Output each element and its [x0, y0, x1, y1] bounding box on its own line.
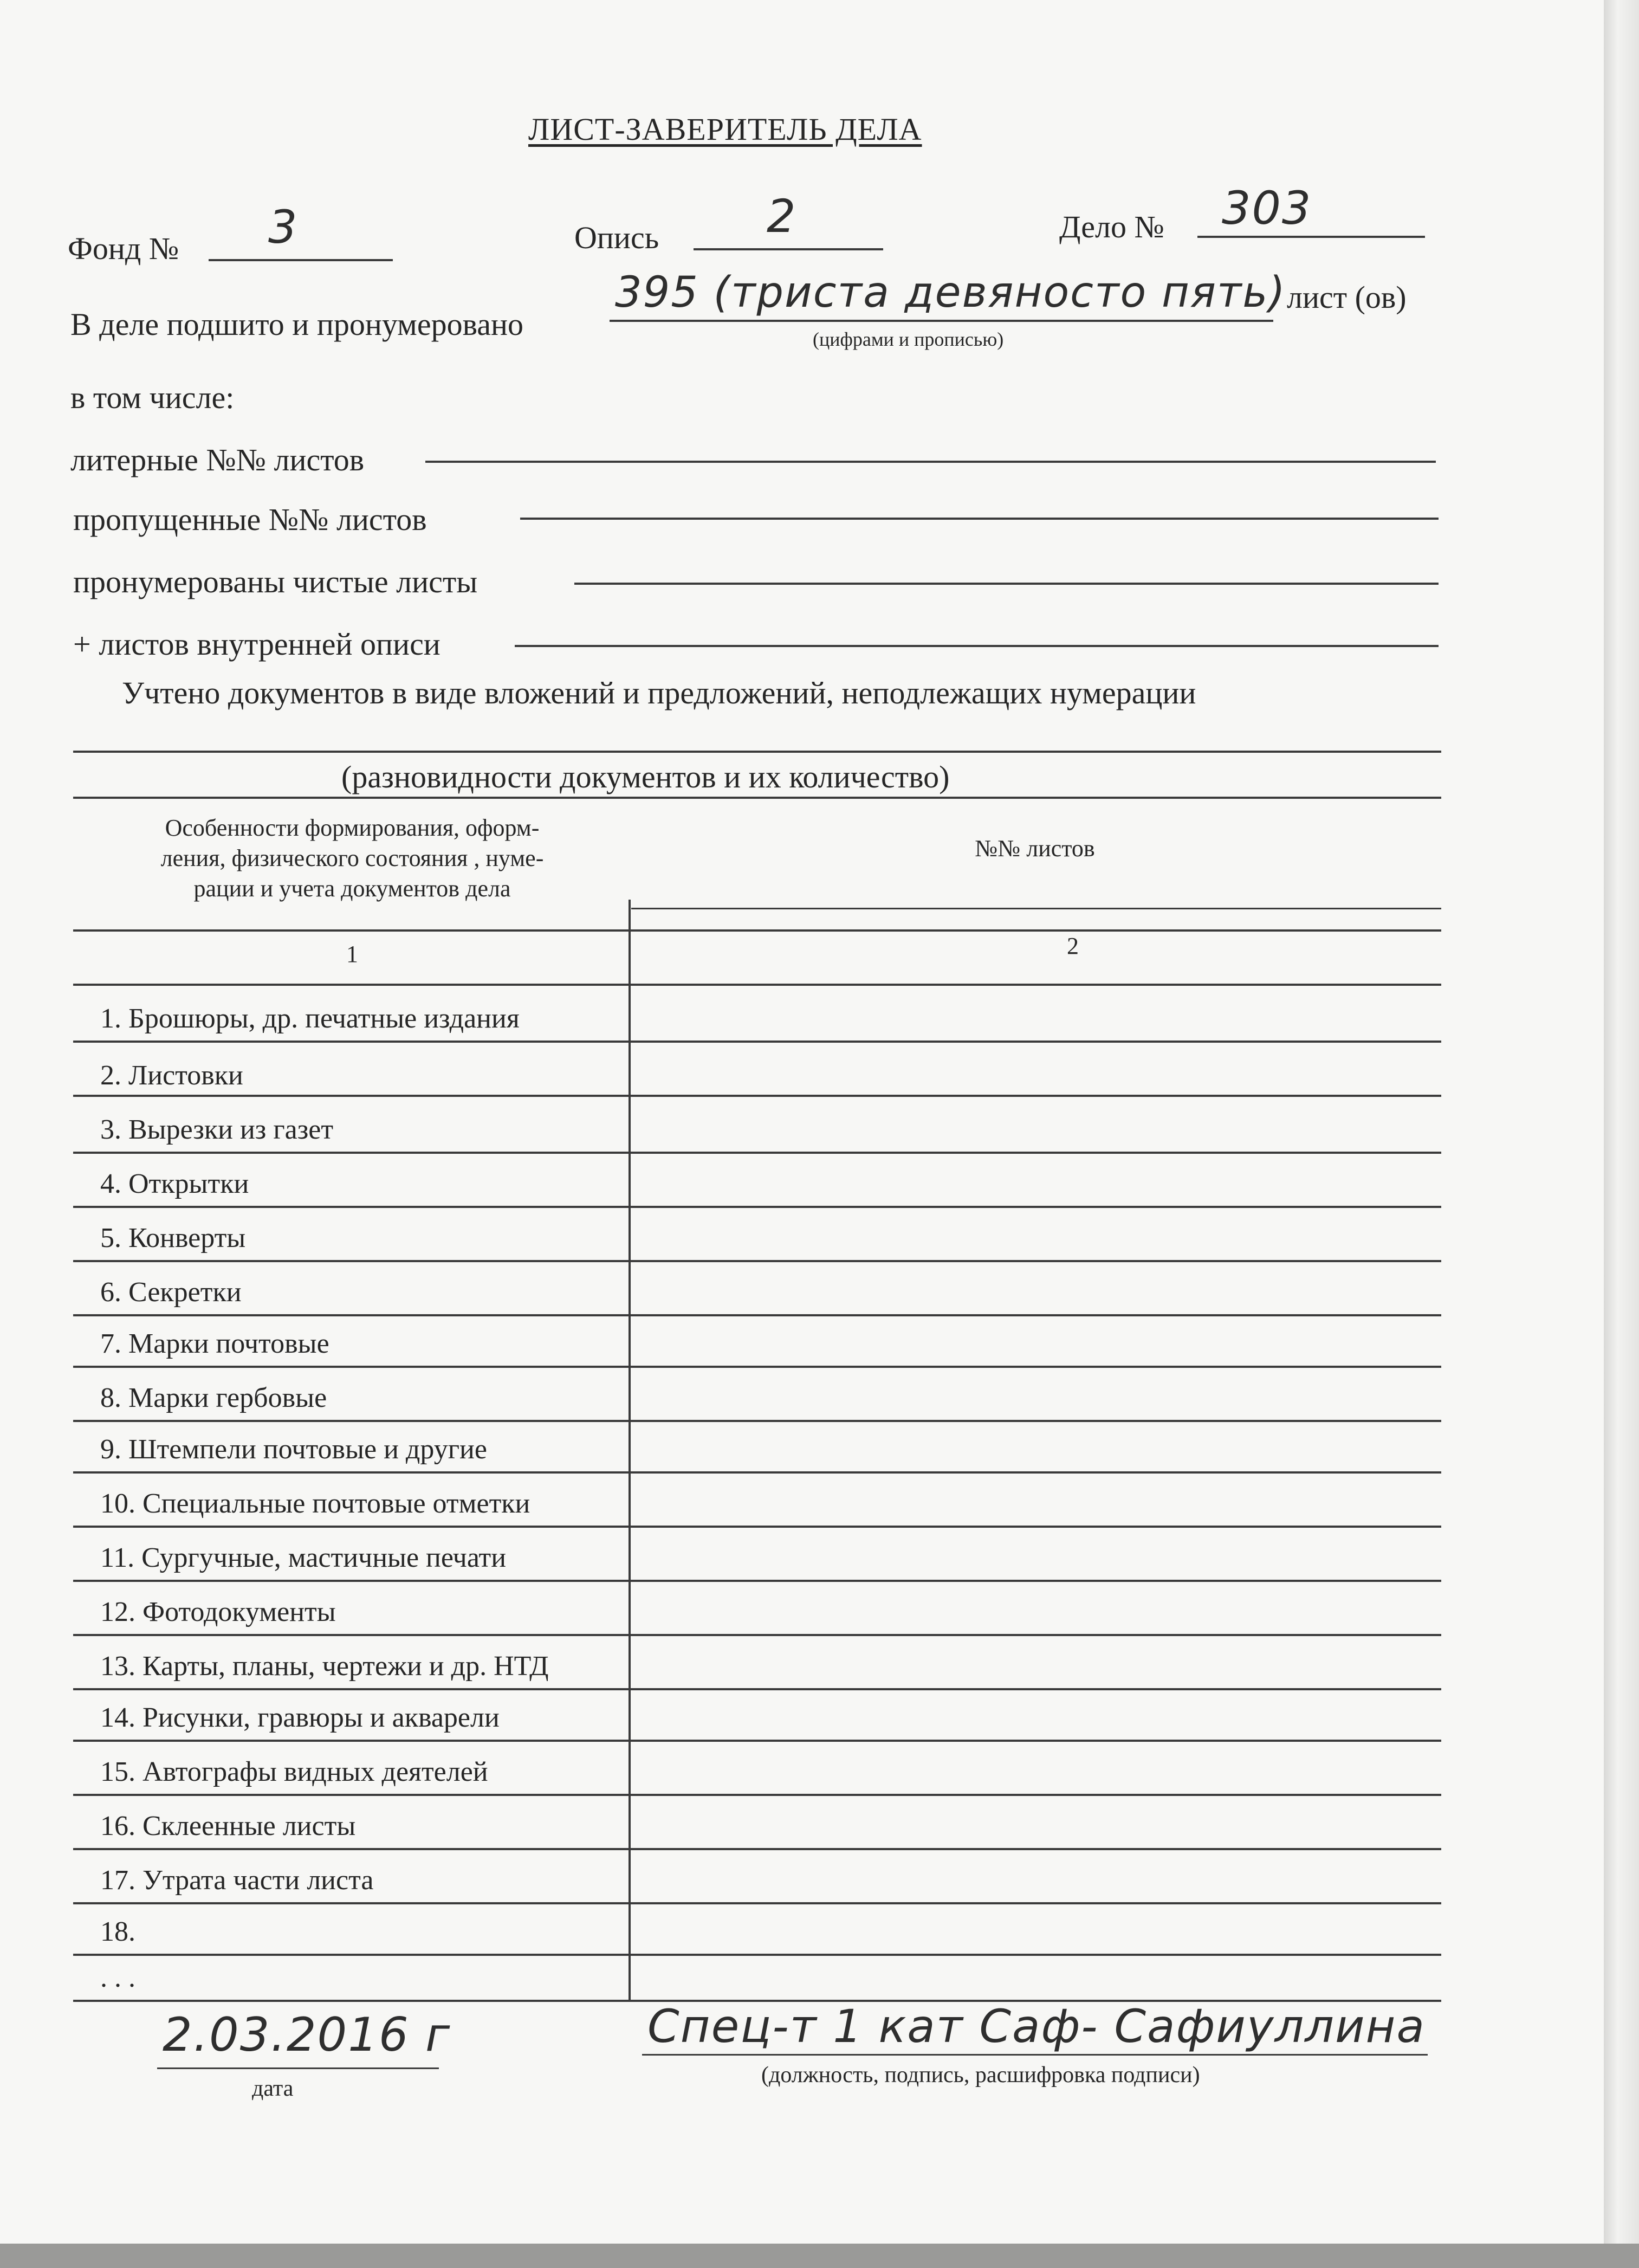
row-line [73, 1740, 1441, 1742]
table-row: 13. Карты, планы, чертежи и др. НТД [100, 1651, 549, 1682]
table-row: 16. Склеенные листы [100, 1811, 356, 1841]
fond-label: Фонд № [68, 231, 179, 266]
scan-bottom-band [0, 2244, 1639, 2268]
row-line [73, 1688, 1441, 1690]
table-row: 12. Фотодокументы [100, 1597, 336, 1627]
varieties-label: (разновидности документов и их количество) [341, 759, 950, 794]
table-row: 2. Листовки [100, 1060, 243, 1091]
accounted-label: Учтено документов в виде вложений и предложений, неподлежащих нумерации [122, 675, 1196, 710]
field-missing-sheets: пропущенные №№ листов [73, 502, 427, 537]
including-label: в том числе: [70, 380, 235, 415]
field-missing-line [520, 518, 1439, 520]
table-header-line [73, 929, 1441, 932]
row-line [73, 1634, 1441, 1636]
count-value: 395 (триста девяносто пять) [615, 268, 1286, 317]
date-label: дата [252, 2076, 294, 2101]
accounted-line [73, 751, 1441, 753]
table-row: 14. Рисунки, гравюры и акварели [100, 1702, 500, 1733]
count-label: В деле подшито и пронумеровано [70, 307, 523, 342]
table-row: 9. Штемпели почтовые и другие [100, 1434, 487, 1465]
field-internal-line [515, 645, 1439, 647]
date-value: 2.03.2016 г [163, 2008, 451, 2062]
fond-value: 3 [268, 201, 299, 254]
table-row: . . . [100, 1962, 135, 1993]
opis-label: Опись [574, 220, 659, 255]
fond-underline [209, 259, 393, 261]
count-hint: (цифрами и прописью) [813, 328, 1004, 350]
row-line [73, 1794, 1441, 1796]
count-suffix: лист (ов) [1287, 280, 1407, 315]
row-line [73, 1152, 1441, 1154]
table-row: 6. Секретки [100, 1277, 242, 1308]
table-row: 3. Вырезки из газет [100, 1114, 334, 1145]
field-literal-sheets: литерные №№ листов [70, 442, 365, 477]
opis-underline [694, 248, 883, 250]
table-row: 10. Специальные почтовые отметки [100, 1488, 530, 1519]
row-line [73, 1471, 1441, 1474]
field-internal-inventory: + листов внутренней описи [73, 626, 440, 662]
row-line [73, 1580, 1441, 1582]
row-line [73, 1041, 1441, 1043]
row-line [73, 1420, 1441, 1422]
delo-label: Дело № [1059, 209, 1164, 244]
table-row: 4. Открытки [100, 1168, 249, 1199]
page-edge-shadow [1604, 0, 1639, 2268]
field-blank-sheets: пронумерованы чистые листы [73, 564, 478, 599]
delo-value: 303 [1222, 182, 1312, 235]
table-column-divider [629, 900, 631, 2000]
row-line [73, 1366, 1441, 1368]
table-row: 11. Сургучные, мастичные печати [100, 1542, 507, 1573]
table-number-line [73, 984, 1441, 986]
signature-label: (должность, подпись, расшифровка подписи) [761, 2063, 1200, 2088]
table-col2-header: №№ листов [975, 835, 1095, 862]
table-col1-header: Особенности формирования, оформ- ления, физического состояния , нуме- рации и учета документов дела [160, 815, 544, 902]
row-line [73, 1848, 1441, 1850]
opis-value: 2 [767, 190, 797, 243]
table-header-line-right [631, 908, 1441, 909]
table-col1-number: 1 [346, 941, 358, 967]
row-line [73, 1954, 1441, 1956]
row-line [73, 1260, 1441, 1262]
row-line [73, 1314, 1441, 1316]
table-row: 17. Утрата части листа [100, 1865, 374, 1896]
field-literal-line [425, 461, 1436, 463]
table-col2-number: 2 [1067, 933, 1079, 959]
row-line [73, 1206, 1441, 1208]
signature-underline [642, 2054, 1428, 2056]
table-row: 5. Конверты [100, 1223, 246, 1253]
delo-underline [1197, 236, 1425, 238]
table-row: 15. Автографы видных деятелей [100, 1756, 488, 1787]
count-underline [610, 320, 1273, 322]
row-line [73, 1095, 1441, 1097]
table-row: 7. Марки почтовые [100, 1328, 329, 1359]
table-row: 18. [100, 1916, 135, 1947]
signature-value: Спец-т 1 кат Саф- Сафиуллина [647, 2000, 1426, 2053]
page-title: ЛИСТ-ЗАВЕРИТЕЛЬ ДЕЛА [528, 112, 922, 147]
field-blank-line [574, 583, 1439, 585]
varieties-line [73, 797, 1441, 799]
table-row: 8. Марки гербовые [100, 1382, 327, 1413]
row-line [73, 1902, 1441, 1904]
row-line [73, 1526, 1441, 1528]
date-underline [157, 2067, 439, 2069]
table-row: 1. Брошюры, др. печатные издания [100, 1003, 520, 1034]
